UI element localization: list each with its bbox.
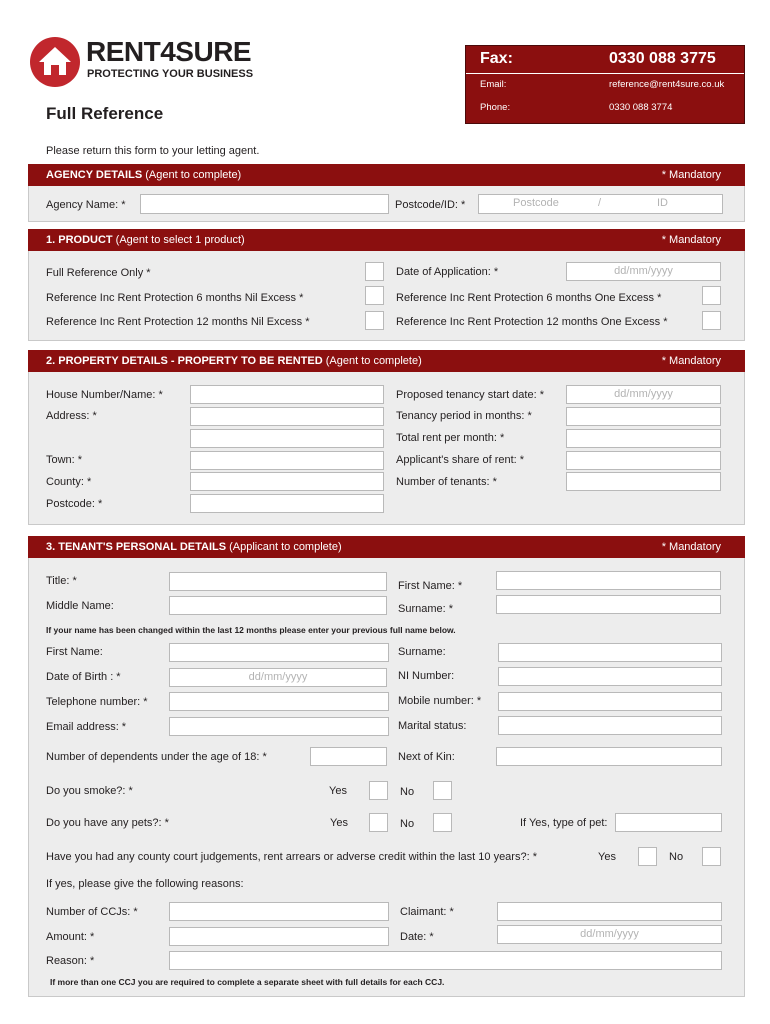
mandatory-note: * Mandatory (661, 169, 721, 181)
tenants-input[interactable] (566, 472, 721, 491)
claimant-input[interactable] (497, 902, 722, 921)
product-header: 1. PRODUCT (Agent to select 1 product) * Mandatory (28, 229, 745, 251)
prev-surname-label: Surname: (398, 646, 446, 658)
smoke-yes-label: Yes (329, 785, 347, 797)
county-label: County: * (46, 476, 92, 488)
rent-label: Total rent per month: * (396, 432, 505, 444)
middle-name-input[interactable] (169, 596, 387, 615)
telephone-input[interactable] (169, 692, 389, 711)
dob-label: Date of Birth : * (46, 671, 121, 683)
pets-no-label: No (400, 818, 415, 830)
ccj-yes-label: Yes (598, 851, 616, 863)
num-ccj-label: Number of CCJs: * (46, 906, 138, 918)
ni-label: NI Number: (398, 670, 455, 682)
claimant-label: Claimant: * (400, 906, 454, 918)
r12-nil-label: Reference Inc Rent Protection 12 months Nil Excess * (46, 316, 310, 328)
ni-input[interactable] (498, 667, 722, 686)
rent-input[interactable] (566, 429, 721, 448)
kin-label: Next of Kin: (398, 751, 455, 763)
logo (29, 36, 279, 88)
share-input[interactable] (566, 451, 721, 470)
r6-nil-label: Reference Inc Rent Protection 6 months Nil Excess * (46, 292, 304, 304)
telephone-label: Telephone number: * (46, 696, 148, 708)
surname-input[interactable] (496, 595, 721, 614)
smoke-no-checkbox[interactable] (433, 781, 452, 800)
reasons-label: If yes, please give the following reasons: (46, 878, 244, 890)
dob-input[interactable]: dd/mm/yyyy (169, 668, 387, 687)
pets-no-checkbox[interactable] (433, 813, 452, 832)
reason-label: Reason: * (46, 955, 95, 967)
kin-input[interactable] (496, 747, 722, 766)
first-name-input[interactable] (496, 571, 721, 590)
tenant-header: 3. TENANT'S PERSONAL DETAILS (Applicant to complete) * Mandatory (28, 536, 745, 558)
id-placeholder: ID (657, 197, 668, 209)
pets-label: Do you have any pets?: * (46, 817, 169, 829)
surname-label: Surname: * (398, 603, 454, 615)
first-name-label: First Name: * (398, 580, 463, 592)
postcode-placeholder: Postcode (513, 197, 559, 209)
email-value: reference@rent4sure.co.uk (609, 79, 725, 90)
pet-type-input[interactable] (615, 813, 722, 832)
middle-name-label: Middle Name: (46, 600, 114, 612)
page-title: Full Reference (46, 104, 164, 123)
pets-yes-checkbox[interactable] (369, 813, 388, 832)
r6-one-label: Reference Inc Rent Protection 6 months One Excess * (396, 292, 662, 304)
fax-label: Fax: (480, 50, 513, 67)
ccj-no-label: No (669, 851, 684, 863)
marital-label: Marital status: (398, 720, 467, 732)
property-header: 2. PROPERTY DETAILS - PROPERTY TO BE RENTED (Agent to complete) * Mandatory (28, 350, 745, 372)
postcode-slash: / (598, 197, 602, 209)
title-label: Title: * (46, 575, 77, 587)
date-application-label: Date of Application: * (396, 266, 499, 278)
house-label: House Number/Name: * (46, 389, 163, 401)
ccj-date-label: Date: * (400, 931, 434, 943)
ccj-no-checkbox[interactable] (702, 847, 721, 866)
smoke-no-label: No (400, 786, 415, 798)
smoke-label: Do you smoke?: * (46, 785, 133, 797)
town-label: Town: * (46, 454, 83, 466)
prev-first-name-label: First Name: (46, 646, 103, 658)
pet-type-label: If Yes, type of pet: (520, 817, 608, 829)
tenants-label: Number of tenants: * (396, 476, 497, 488)
agency-postcode-label: Postcode/ID: * (395, 199, 466, 211)
start-date-label: Proposed tenancy start date: * (396, 389, 544, 401)
house-input[interactable] (190, 385, 384, 404)
r12-one-checkbox[interactable] (702, 311, 721, 330)
amount-input[interactable] (169, 927, 389, 946)
phone-value: 0330 088 3774 (609, 102, 673, 113)
dependents-label: Number of dependents under the age of 18: * (46, 751, 267, 763)
brand-name: RENT4SURE (86, 36, 252, 67)
prev-surname-input[interactable] (498, 643, 722, 662)
email-label: Email address: * (46, 721, 127, 733)
ccj-question: Have you had any county court judgements, rent arrears or adverse credit within the last 10 years?: * (46, 851, 537, 863)
r12-one-label: Reference Inc Rent Protection 12 months One Excess * (396, 316, 668, 328)
full-reference-label: Full Reference Only * (46, 267, 151, 279)
prev-first-name-input[interactable] (169, 643, 389, 662)
mobile-label: Mobile number: * (398, 695, 482, 707)
agency-postcode-input[interactable] (478, 194, 723, 214)
name-change-note: If your name has been changed within the last 12 months please enter your previous full name below. (46, 625, 456, 635)
county-input[interactable] (190, 472, 384, 491)
reason-input[interactable] (169, 951, 722, 970)
postcode-label: Postcode: * (46, 498, 103, 510)
smoke-yes-checkbox[interactable] (369, 781, 388, 800)
intro-text: Please return this form to your letting agent. (46, 145, 260, 157)
title-input[interactable] (169, 572, 387, 591)
ccj-note: If more than one CCJ you are required to complete a separate sheet with full details for each CCJ. (50, 977, 445, 987)
agency-name-label: Agency Name: * (46, 199, 126, 211)
period-label: Tenancy period in months: * (396, 410, 532, 422)
town-input[interactable] (190, 451, 384, 470)
full-reference-checkbox[interactable] (365, 262, 384, 281)
mobile-input[interactable] (498, 692, 722, 711)
agency-name-input[interactable] (140, 194, 389, 214)
marital-input[interactable] (498, 716, 722, 735)
date-application-input[interactable]: dd/mm/yyyy (566, 262, 721, 281)
email-label: Email: (480, 79, 507, 90)
fax-number: 0330 088 3775 (609, 50, 716, 67)
period-input[interactable] (566, 407, 721, 426)
num-ccj-input[interactable] (169, 902, 389, 921)
house-logo-icon (29, 36, 81, 88)
start-date-input[interactable]: dd/mm/yyyy (566, 385, 721, 404)
address-input-1[interactable] (190, 407, 384, 426)
share-label: Applicant's share of rent: * (396, 454, 525, 466)
email-input[interactable] (169, 717, 389, 736)
phone-label: Phone: (480, 102, 511, 113)
postcode-input[interactable] (190, 494, 384, 513)
r12-nil-checkbox[interactable] (365, 311, 384, 330)
agency-header: AGENCY DETAILS (Agent to complete) * Mandatory (28, 164, 745, 186)
ccj-date-input[interactable]: dd/mm/yyyy (497, 925, 722, 944)
address-input-2[interactable] (190, 429, 384, 448)
r6-nil-checkbox[interactable] (365, 286, 384, 305)
contact-box (465, 45, 745, 124)
pets-yes-label: Yes (330, 817, 348, 829)
dependents-input[interactable] (310, 747, 387, 766)
amount-label: Amount: * (46, 931, 95, 943)
brand-tagline: PROTECTING YOUR BUSINESS (87, 68, 254, 80)
ccj-yes-checkbox[interactable] (638, 847, 657, 866)
address-label: Address: * (46, 410, 97, 422)
r6-one-checkbox[interactable] (702, 286, 721, 305)
